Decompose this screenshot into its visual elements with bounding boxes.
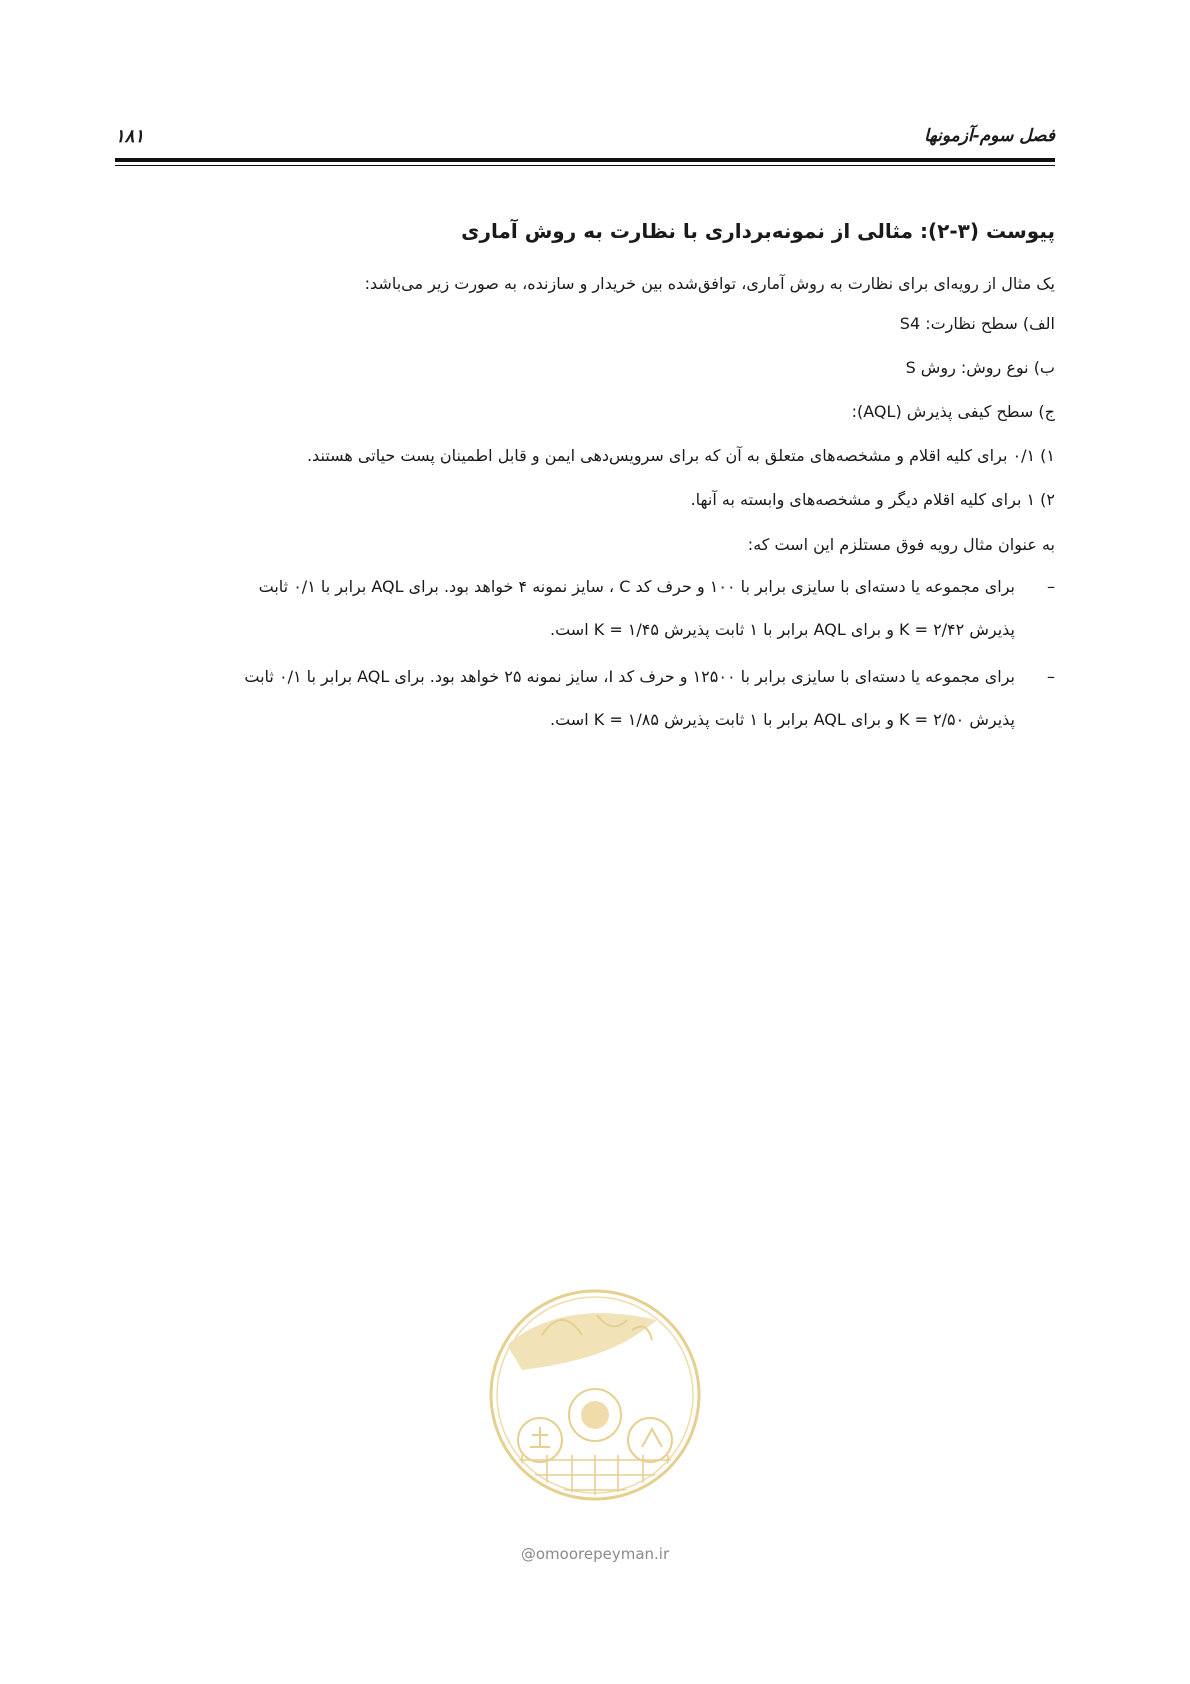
bullet-line-2: پذیرش K = ۲/۵۰ و برای AQL برابر با ۱ ثابت پذیرش K = ۱/۸۵ است. bbox=[550, 710, 1015, 729]
item-c: ج) سطح کیفی پذیرش (AQL): bbox=[851, 402, 1055, 421]
bullet-line-2: پذیرش K = ۲/۴۲ و برای AQL برابر با ۱ ثابت پذیرش K = ۱/۴۵ است. bbox=[550, 620, 1015, 639]
watermark-site: @omoorepeyman.ir bbox=[520, 1545, 670, 1563]
aql-item-1: ۱) ۰/۱ برای کلیه اقلام و مشخصه‌های متعلق به آن که برای سرویس‌دهی ایمن و قابل اطمینان پست حیاتی هستند. bbox=[306, 446, 1055, 465]
header-rule-thick bbox=[115, 158, 1055, 162]
bullet-line-1: برای مجموعه یا دسته‌ای با سایزی برابر با ۱۲۵۰۰ و حرف کد I، سایز نمونه ۲۵ خواهد بود. برای AQL برابر با ۰/۱ ثابت bbox=[244, 667, 1015, 686]
bullet-dash: – bbox=[1047, 577, 1055, 596]
lead-sentence: به عنوان مثال رویه فوق مستلزم این است که: bbox=[747, 535, 1055, 554]
page-number: ۱۸۱ bbox=[115, 126, 145, 147]
watermark-logo bbox=[482, 1275, 708, 1515]
section-title: پیوست (۳-۲): مثالی از نمونه‌برداری با نظارت به روش آماری bbox=[461, 219, 1055, 243]
bullet-line-1: برای مجموعه یا دسته‌ای با سایزی برابر با ۱۰۰ و حرف کد C ، سایز نمونه ۴ خواهد بود. برای AQL برابر با ۰/۱ ثابت bbox=[258, 577, 1015, 596]
intro-paragraph: یک مثال از رویه‌ای برای نظارت به روش آماری، توافق‌شده بین خریدار و سازنده، به صورت زیر می‌باشد: bbox=[364, 274, 1055, 293]
item-b: ب) نوع روش: روش S bbox=[905, 358, 1055, 377]
aql-item-2: ۲) ۱ برای کلیه اقلام دیگر و مشخصه‌های وابسته به آنها. bbox=[690, 490, 1055, 509]
chapter-title: فصل سوم-آزمونها bbox=[924, 126, 1055, 146]
page-header bbox=[115, 126, 1055, 148]
header-rule-thin bbox=[115, 165, 1055, 166]
item-a: الف) سطح نظارت: S4 bbox=[899, 314, 1055, 333]
bullet-dash: – bbox=[1047, 667, 1055, 686]
